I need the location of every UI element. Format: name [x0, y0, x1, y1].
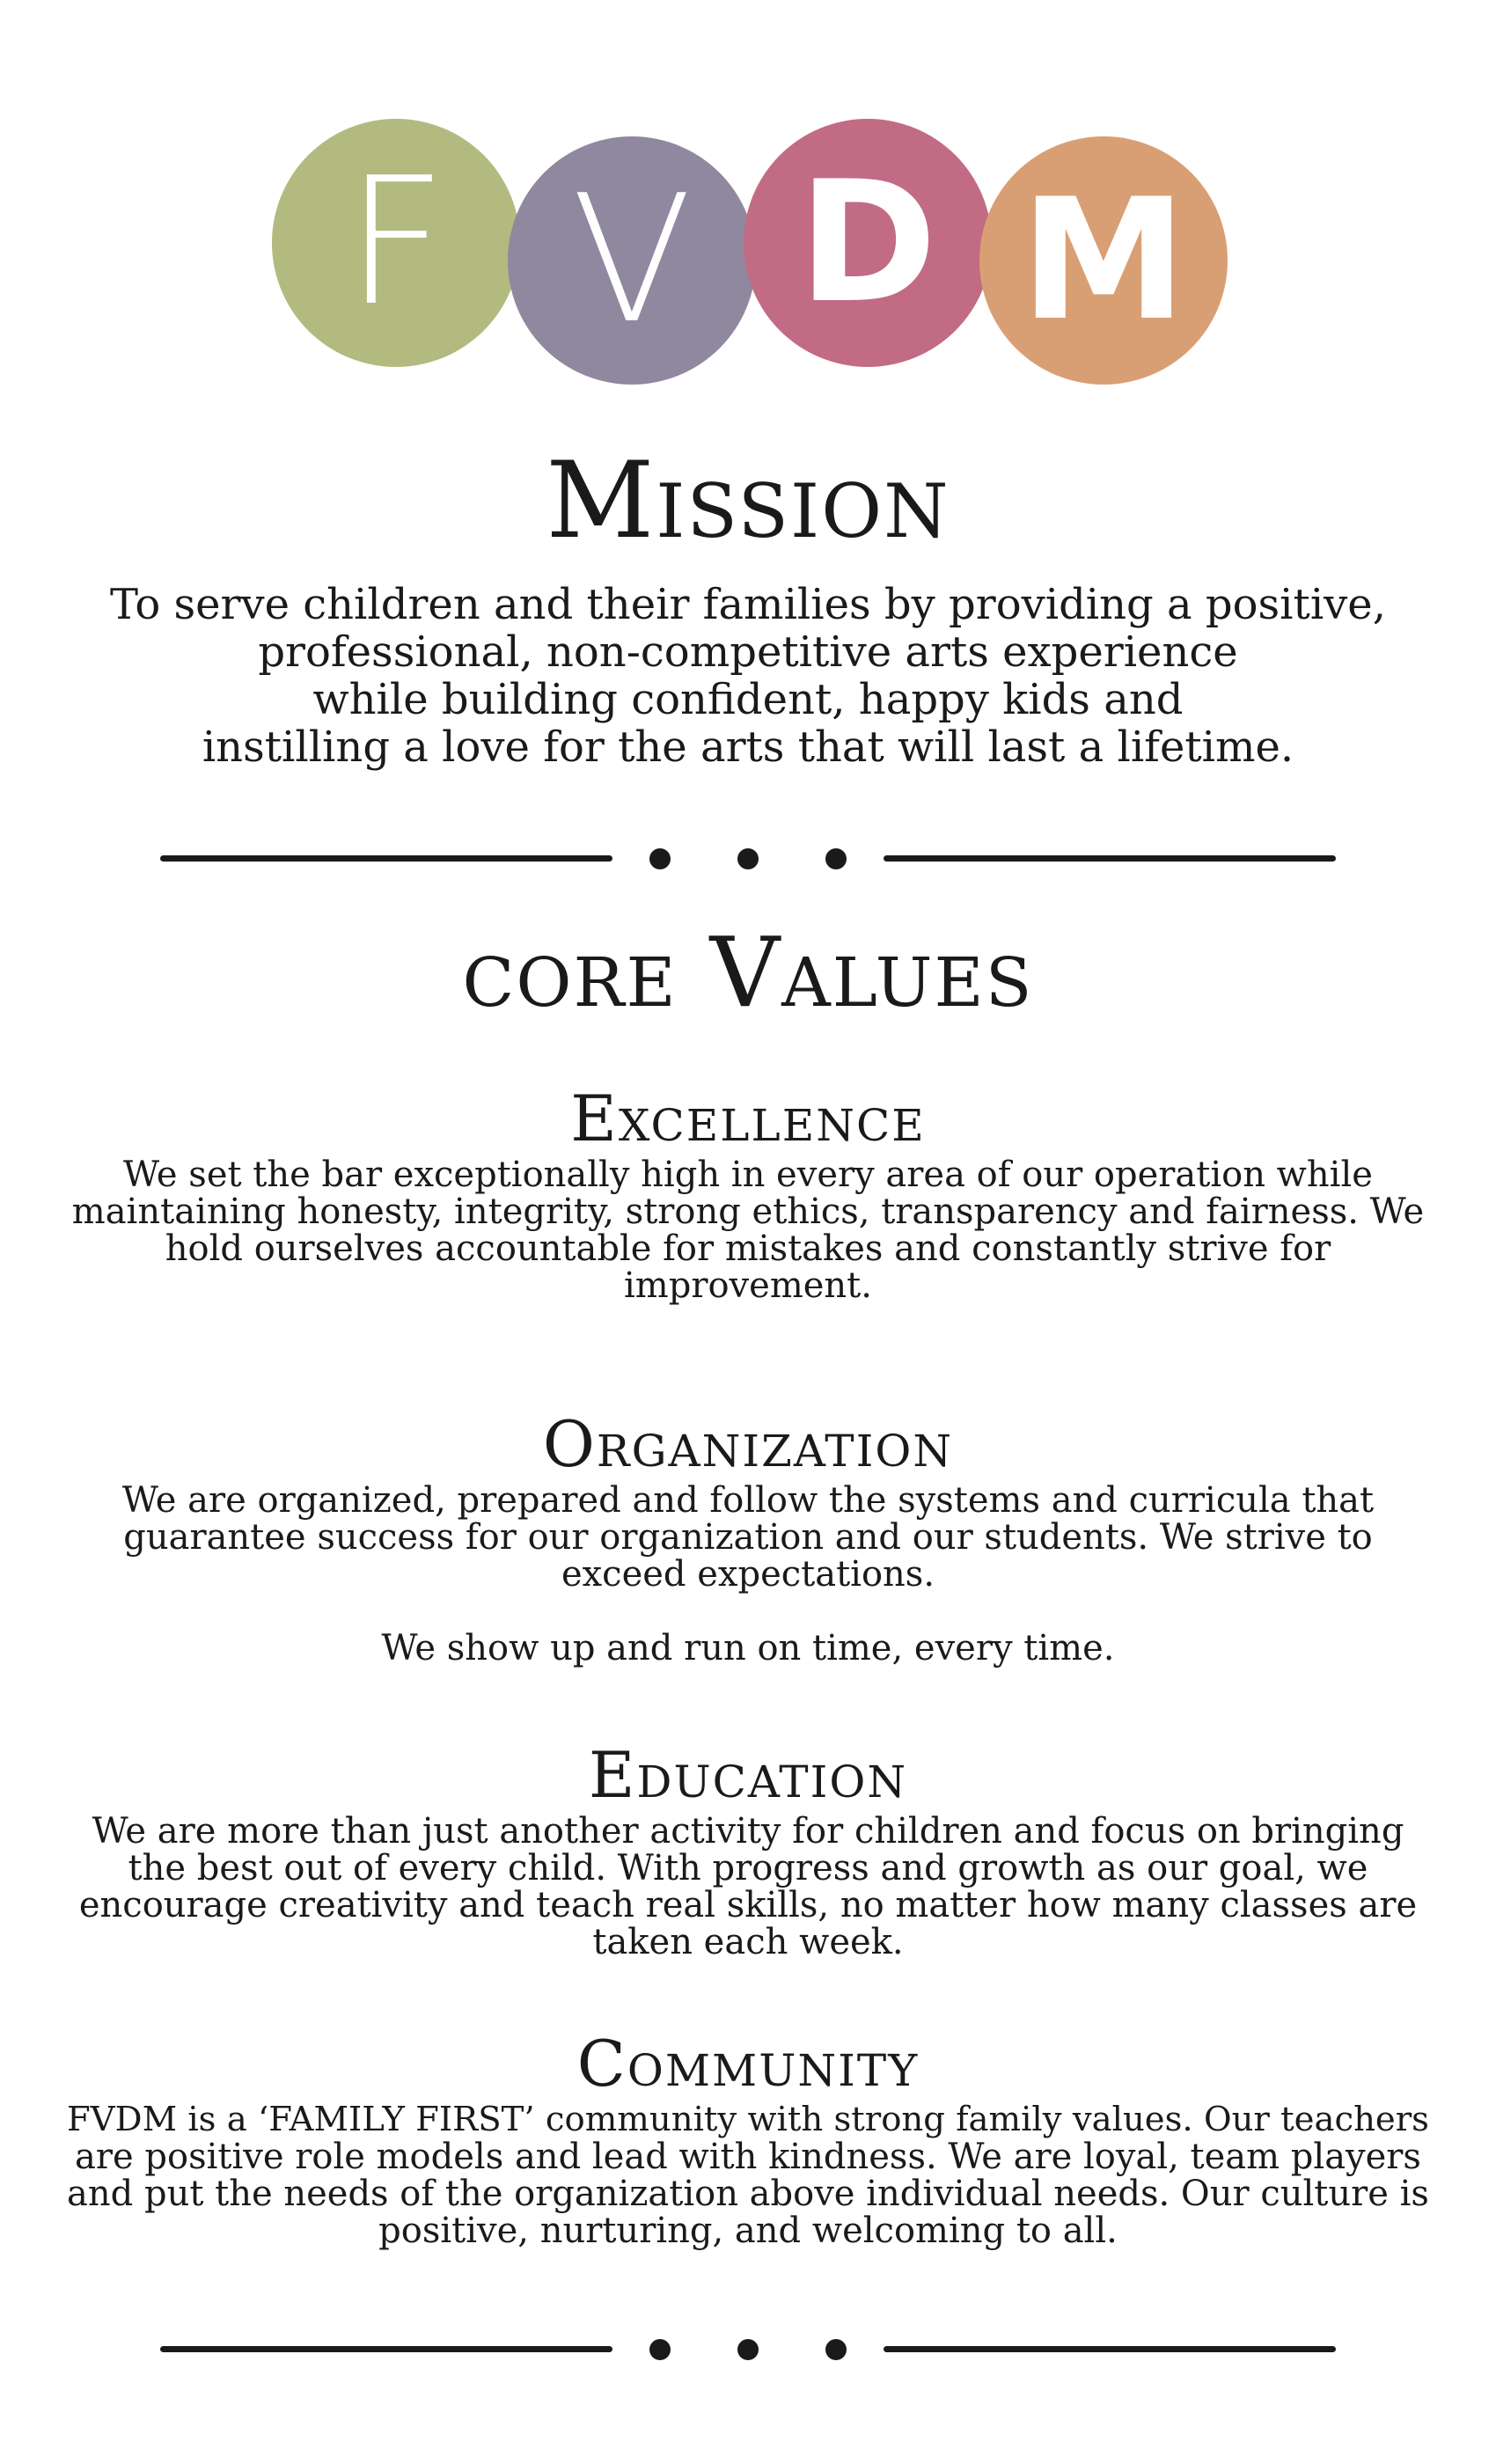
value-title: Excellence [570, 1082, 926, 1155]
value-line: and put the needs of the organization above individual needs. Our culture is [67, 2174, 1429, 2214]
divider-line-right [884, 855, 1336, 862]
value-line: exceed expectations. [561, 1554, 935, 1595]
divider-dot [649, 2339, 671, 2360]
logo-circle-v [508, 136, 756, 385]
paragraph-gap [53, 1593, 1443, 1630]
value-line: guarantee success for our organization and our students. We strive to [123, 1517, 1373, 1558]
divider-line-right [884, 2346, 1336, 2352]
value-line: We set the bar exceptionally high in every area of our operation while [123, 1155, 1373, 1195]
value-description [53, 1482, 1443, 1667]
value-line: are positive role models and lead with kindness. We are loyal, team players [75, 2137, 1421, 2177]
value-line: hold ourselves accountable for mistakes and constantly strive for [165, 1228, 1331, 1269]
divider-dot [737, 848, 759, 869]
section-divider [160, 2336, 1336, 2362]
value-title: Organization [542, 1407, 954, 1481]
value-line: FVDM is a ‘FAMILY FIRST’ community with strong family values. Our teachers [67, 2100, 1429, 2139]
value-description [53, 1813, 1443, 1961]
section-divider [160, 845, 1336, 871]
divider-dot [825, 2339, 847, 2360]
divider-line-left [160, 2346, 612, 2352]
value-description [53, 2101, 1443, 2249]
value-community [53, 2026, 1443, 2249]
core-values-heading: core Values [462, 916, 1034, 1029]
fvdm-logo [0, 119, 1496, 387]
mission-line: To serve children and their families by providing a positive, [110, 580, 1386, 629]
logo-letter-d: D [798, 145, 937, 340]
logo-letter-f: F [345, 140, 447, 345]
mission-line: instilling a love for the arts that will last a lifetime. [202, 722, 1294, 772]
logo-letter-m: M [1020, 163, 1187, 357]
logo-circle-m [979, 136, 1228, 385]
logo-circle-f [272, 119, 520, 367]
divider-line-left [160, 855, 612, 862]
value-line: maintaining honesty, integrity, strong ethics, transparency and fairness. We [71, 1192, 1425, 1232]
value-line: We show up and run on time, every time. [381, 1628, 1115, 1668]
value-line: taken each week. [592, 1922, 904, 1962]
mission-heading: Mission [546, 440, 950, 562]
value-description [53, 1156, 1443, 1304]
value-excellence [53, 1081, 1443, 1304]
divider-dot [737, 2339, 759, 2360]
value-organization [53, 1406, 1443, 1667]
value-line: We are organized, prepared and follow the systems and curricula that [121, 1480, 1375, 1521]
value-line: encourage creativity and teach real skills, no matter how many classes are [78, 1885, 1418, 1925]
mission-statement [88, 581, 1408, 771]
value-line: the best out of every child. With progress and growth as our goal, we [128, 1848, 1368, 1888]
value-title: Education [588, 1738, 908, 1812]
mission-line: while building confident, happy kids and [312, 675, 1184, 724]
value-line: We are more than just another activity for children and focus on bringing [92, 1811, 1404, 1852]
mission-line: professional, non-competitive arts experience [258, 627, 1238, 677]
value-education [53, 1737, 1443, 1961]
logo-letter-v: V [571, 158, 693, 363]
value-title: Community [576, 2027, 920, 2101]
logo-circle-d [744, 119, 992, 367]
divider-dot [649, 848, 671, 869]
value-line: positive, nurturing, and welcoming to all. [378, 2211, 1118, 2251]
value-line: improvement. [624, 1265, 872, 1306]
divider-dot [825, 848, 847, 869]
